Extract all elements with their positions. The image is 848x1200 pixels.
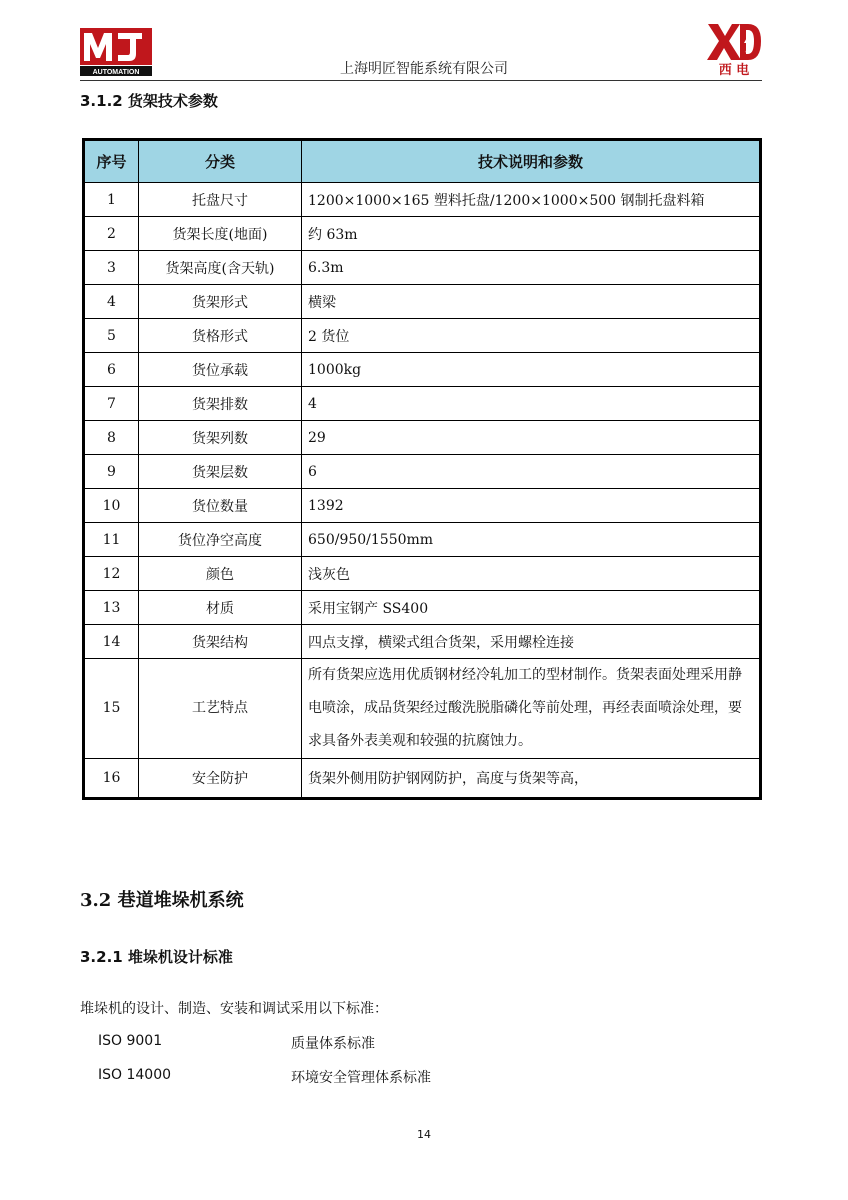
row-index: 9 <box>84 455 139 489</box>
header-divider <box>80 80 762 81</box>
row-index: 2 <box>84 217 139 251</box>
rack-spec-table <box>82 138 762 800</box>
table-row <box>84 353 761 387</box>
row-index: 12 <box>84 557 139 591</box>
row-spec: 货架外侧用防护钢网防护，高度与货架等高， <box>302 759 761 799</box>
table-row <box>84 251 761 285</box>
row-index: 4 <box>84 285 139 319</box>
table-row <box>84 523 761 557</box>
section-heading-3-2: 3.2 巷道堆垛机系统 <box>80 890 244 911</box>
row-category: 货架形式 <box>139 285 302 319</box>
logo-right-sub: 西 电 <box>718 63 750 76</box>
table-row <box>84 183 761 217</box>
row-spec: 6 <box>302 455 761 489</box>
row-category: 托盘尺寸 <box>139 183 302 217</box>
table-row <box>84 625 761 659</box>
row-index: 5 <box>84 319 139 353</box>
row-index: 6 <box>84 353 139 387</box>
row-spec: 四点支撑，横梁式组合货架，采用螺栓连接 <box>302 625 761 659</box>
row-spec: 650/950/1550mm <box>302 523 761 557</box>
row-category: 货架层数 <box>139 455 302 489</box>
header-spec: 技术说明和参数 <box>302 140 761 183</box>
table-row <box>84 319 761 353</box>
row-category: 工艺特点 <box>139 659 302 759</box>
row-spec: 所有货架应选用优质钢材经冷轧加工的型材制作。货架表面处理采用静电喷涂，成品货架经过酸洗脱脂磷化等前处理，再经表面喷涂处理，要求具备外表美观和较强的抗腐蚀力。 <box>302 659 761 759</box>
standard-item <box>98 1033 375 1052</box>
row-category: 货架长度(地面) <box>139 217 302 251</box>
header-category: 分类 <box>139 140 302 183</box>
table-header-row <box>84 140 761 183</box>
table-row <box>84 591 761 625</box>
row-index: 7 <box>84 387 139 421</box>
row-index: 16 <box>84 759 139 799</box>
row-category: 货位数量 <box>139 489 302 523</box>
table-row <box>84 387 761 421</box>
row-spec: 29 <box>302 421 761 455</box>
row-category: 货格形式 <box>139 319 302 353</box>
row-index: 11 <box>84 523 139 557</box>
section-heading-3-2-1: 3.2.1 堆垛机设计标准 <box>80 948 233 966</box>
table-row <box>84 557 761 591</box>
row-category: 货架排数 <box>139 387 302 421</box>
row-index: 8 <box>84 421 139 455</box>
table-row <box>84 285 761 319</box>
standard-name: 环境安全管理体系标准 <box>291 1070 431 1086</box>
table-row <box>84 489 761 523</box>
row-category: 货架结构 <box>139 625 302 659</box>
row-category: 货位承载 <box>139 353 302 387</box>
row-spec: 采用宝钢产 SS400 <box>302 591 761 625</box>
table-row <box>84 455 761 489</box>
row-index: 14 <box>84 625 139 659</box>
standard-name: 质量体系标准 <box>291 1036 375 1052</box>
row-spec: 1392 <box>302 489 761 523</box>
standards-intro: 堆垛机的设计、制造、安装和调试采用以下标准： <box>80 1001 388 1017</box>
logo-left-sub: AUTOMATION <box>92 69 140 76</box>
standard-code: ISO 14000 <box>98 1067 172 1083</box>
row-spec: 4 <box>302 387 761 421</box>
table-row <box>84 659 761 759</box>
standard-code: ISO 9001 <box>98 1033 163 1049</box>
table-row <box>84 759 761 799</box>
row-category: 材质 <box>139 591 302 625</box>
page-number: 14 <box>417 1128 431 1141</box>
row-spec: 1200×1000×165 塑料托盘/1200×1000×500 钢制托盘料箱 <box>302 183 761 217</box>
row-category: 安全防护 <box>139 759 302 799</box>
xd-logo <box>706 20 762 76</box>
company-name: 上海明匠智能系统有限公司 <box>340 61 508 77</box>
row-spec: 2 货位 <box>302 319 761 353</box>
table-row <box>84 421 761 455</box>
row-index: 3 <box>84 251 139 285</box>
row-index: 10 <box>84 489 139 523</box>
standard-item <box>98 1067 431 1086</box>
row-index: 1 <box>84 183 139 217</box>
row-index: 13 <box>84 591 139 625</box>
row-category: 货架列数 <box>139 421 302 455</box>
row-spec: 1000kg <box>302 353 761 387</box>
row-spec: 横梁 <box>302 285 761 319</box>
table-row <box>84 217 761 251</box>
header-index: 序号 <box>84 140 139 183</box>
row-spec: 约 63m <box>302 217 761 251</box>
row-category: 颜色 <box>139 557 302 591</box>
row-category: 货位净空高度 <box>139 523 302 557</box>
row-spec: 浅灰色 <box>302 557 761 591</box>
row-index: 15 <box>84 659 139 759</box>
section-heading-3-1-2: 3.1.2 货架技术参数 <box>80 92 218 110</box>
row-spec: 6.3m <box>302 251 761 285</box>
row-category: 货架高度(含天轨) <box>139 251 302 285</box>
